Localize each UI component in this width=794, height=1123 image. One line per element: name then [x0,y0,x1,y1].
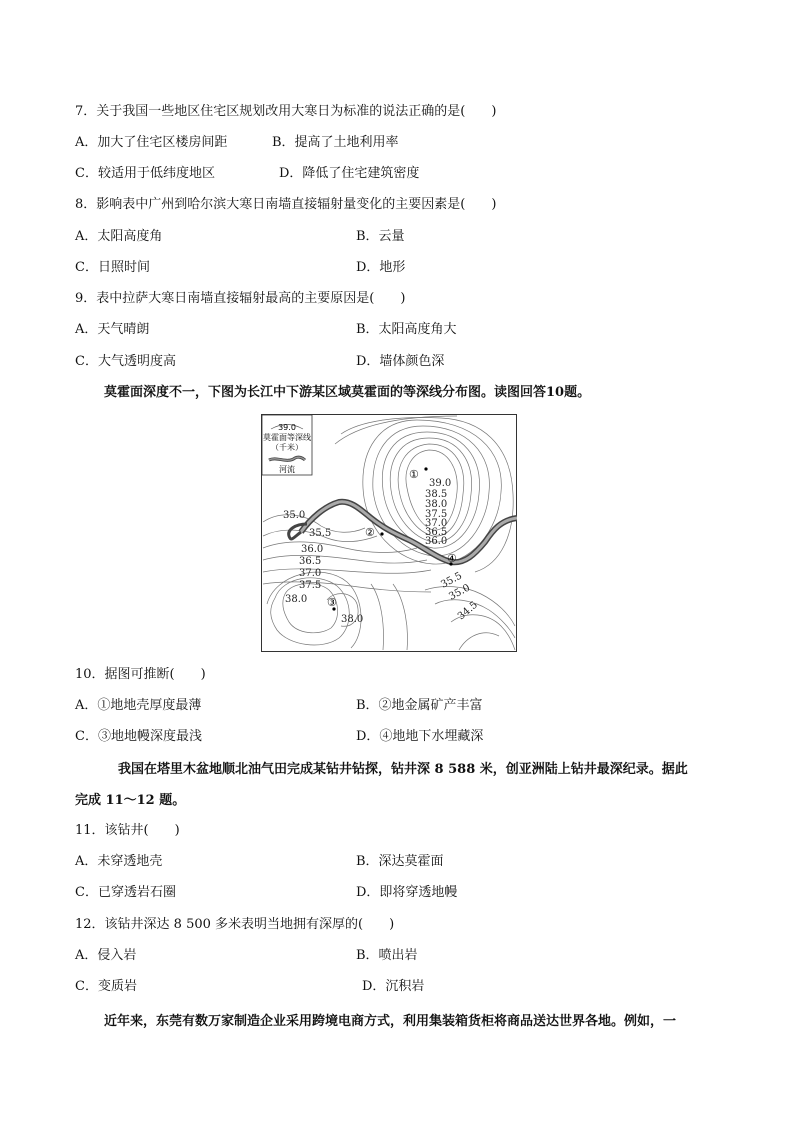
q12-option-a: A．侵入岩 [75,948,137,963]
label-35-5-left: 35.5 [309,528,332,539]
label-36-5-left: 36.5 [299,556,322,567]
label-34-5: 34.5 [455,599,480,623]
q10-option-d: D．④地地下水埋藏深 [356,729,484,744]
point-2: ② [365,526,375,539]
q7-option-c: C．较适用于低纬度地区 [75,166,215,181]
q11-option-b: B．深达莫霍面 [356,854,444,869]
point-1: ① [409,468,419,481]
label-35-5-right: 35.5 [439,570,465,591]
q12-option-c: C．变质岩 [75,979,137,994]
label-35-0-left: 35.0 [283,510,306,521]
intro-next-question: 近年来，东莞有数万家制造企业采用跨境电商方式，利用集装箱货柜将商品送达世界各地。例如，一 [104,1014,677,1029]
q11-option-a: A．未穿透地壳 [75,854,163,869]
label-36-5: 36.5 [425,527,448,538]
q9-stem: 9．表中拉萨大寒日南墙直接辐射最高的主要原因是( ) [75,291,406,306]
legend-title: 莫霍面等深线 [263,433,311,442]
q8-option-b: B．云量 [356,229,405,244]
q10-stem: 10．据图可推断( ) [75,667,206,682]
legend-unit: （千米） [271,443,303,452]
legend-river-label: 河流 [279,465,295,474]
q12-option-b: B．喷出岩 [356,948,418,963]
q10-option-c: C．③地地幔深度最浅 [75,729,202,744]
intro-questions-11-12-line1: 我国在塔里木盆地顺北油气田完成某钻井钻探，钻井深 8 588 米，创亚洲陆上钻井最深纪录。据此 [118,762,688,777]
point-3: ③ [327,596,337,609]
q11-option-c: C．已穿透岩石圈 [75,885,176,900]
intro-questions-11-12-line2: 完成 11～12 题。 [75,793,186,808]
q8-stem: 8．影响表中广州到哈尔滨大寒日南墙直接辐射量变化的主要因素是( ) [75,197,497,212]
label-39-0: 39.0 [429,478,452,489]
q10-option-b: B．②地金属矿产丰富 [356,698,483,713]
q11-stem: 11．该钻井( ) [75,823,180,838]
moho-contour-map [261,414,517,652]
q12-option-d: D．沉积岩 [362,979,425,994]
label-38-0-southwest: 38.0 [285,594,308,605]
label-38-5: 38.5 [425,489,448,500]
q9-option-d: D．墙体颜色深 [356,354,445,369]
q7-option-b: B．提高了土地利用率 [272,135,399,150]
label-36-0: 36.0 [425,536,448,547]
q8-option-a: A．太阳高度角 [75,229,163,244]
q9-option-b: B．太阳高度角大 [356,322,457,337]
label-35-0-right: 35.0 [447,582,473,603]
label-38-0-south: 38.0 [341,614,364,625]
q12-stem: 12．该钻井深达 8 500 多米表明当地拥有深厚的( ) [75,917,395,932]
label-37-5: 37.5 [425,509,448,520]
label-36-0-left: 36.0 [301,544,324,555]
point-4: ④ [447,552,457,565]
label-37-0-left: 37.0 [299,568,322,579]
q8-option-d: D．地形 [356,260,406,275]
q7-option-a: A．加大了住宅区楼房间距 [75,135,228,150]
q7-stem: 7．关于我国一些地区住宅区规划改用大寒日为标准的说法正确的是( ) [75,104,497,119]
q9-option-c: C．大气透明度高 [75,354,176,369]
q7-option-d: D．降低了住宅建筑密度 [279,166,420,181]
legend-contour-value: 39.0 [278,423,296,432]
intro-question-10: 莫霍面深度不一，下图为长江中下游某区域莫霍面的等深线分布图。读图回答10题。 [104,385,591,400]
map-legend [262,415,312,475]
q8-option-c: C．日照时间 [75,260,150,275]
q10-option-a: A．①地地壳厚度最薄 [75,698,202,713]
q11-option-d: D．即将穿透地幔 [356,885,458,900]
q9-option-a: A．天气晴朗 [75,322,150,337]
label-38-0: 38.0 [425,499,448,510]
label-37-0: 37.0 [425,518,448,529]
label-37-5-left: 37.5 [299,580,322,591]
